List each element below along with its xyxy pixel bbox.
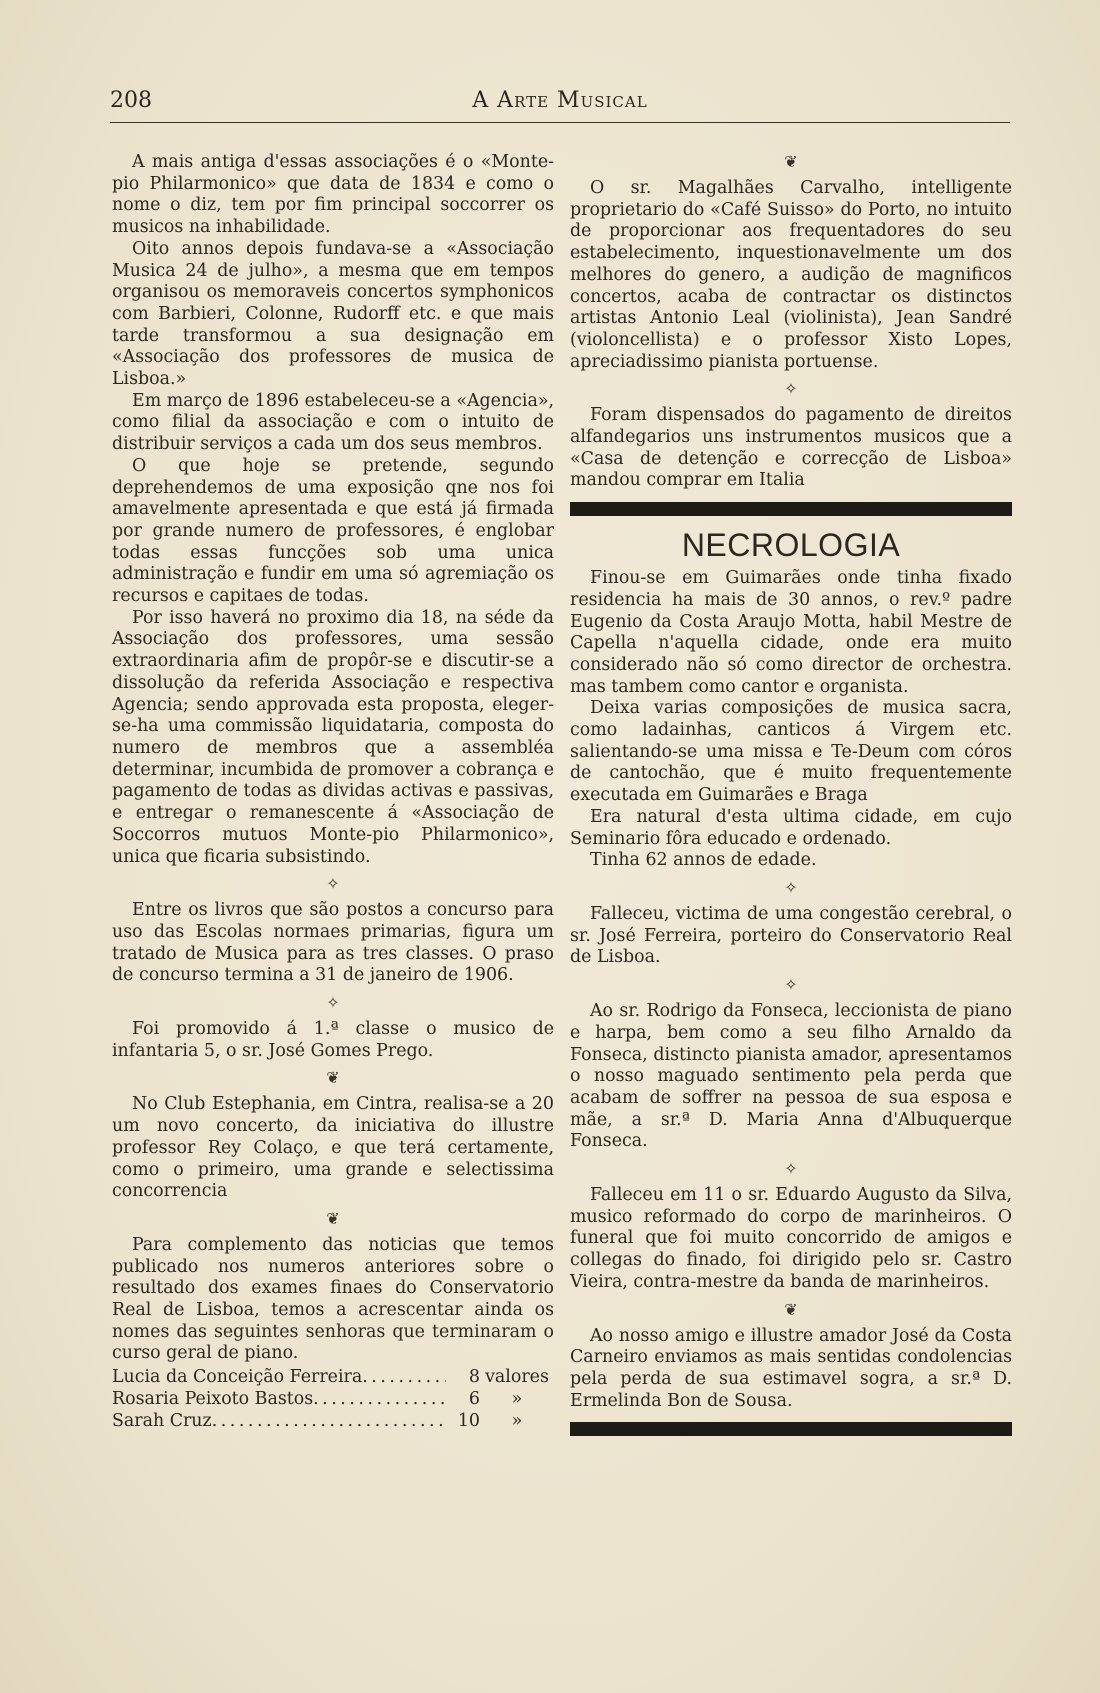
page-header	[110, 88, 1010, 122]
student-score: 8	[468, 1367, 480, 1388]
student-name: Lucia da Conceição Ferreira	[112, 1367, 363, 1388]
ornament-icon: ✧	[784, 379, 798, 399]
student-score: 10	[457, 1410, 480, 1431]
results-list	[112, 1367, 554, 1432]
paragraph-edade: Tinha 62 annos de edade.	[590, 850, 817, 871]
score-unit: valores	[485, 1367, 549, 1388]
student-name: Sarah Cruz	[112, 1410, 212, 1431]
page-number: 208	[110, 88, 152, 113]
paragraph-agencia: Em março de 1896 estabeleceu-se a «Agencia», como filial da associação e com o intuito de distribuir serviços a cada um dos seus membros.	[112, 390, 554, 455]
ornament-icon: ✧	[784, 975, 798, 995]
paragraph-costa-carneiro: Ao nosso amigo e illustre amador José da Costa Carneiro enviamos as mais sentidas condolencias pela perda de sua estimavel sogra, a sr.ª D. Ermelinda Bon de Sousa.	[570, 1325, 1012, 1411]
paragraph-club-estephania: No Club Estephania, em Cintra, realisa-se a 20 um novo concerto, da iniciativa do illustre professor Rey Colaço, e que terá certamente, como o primeiro, uma grande e selectissima concorrencia	[112, 1094, 554, 1202]
ornament-icon: ❦	[326, 1208, 340, 1228]
leader-dots	[212, 1411, 446, 1433]
paragraph-sessao: Por isso haverá no proximo dia 18, na séde da Associação dos professores, uma sessão extraordinaria afim de propôr-se e discutir-se a dissolução da referida Associação e respectiva Agencia; sendo approvada esta proposta, eleger-se-ha uma commissão liquidataria, composta do numero de membros que a assembléa determinar, incumbida de promover a cobrança e pagamento de todas as dividas activas e passivas, e entregar o remanescente á «Associação de Soccorros mutuos Monte-pio Philarmonico», unica que ficaria subsistindo.	[112, 607, 554, 867]
paragraph-monte-pio: A mais antiga d'essas associações é o «Monte-pio Philarmonico» que data de 1834 e como o nome o diz, tem por fim principal soccorrer os musicos na inhabilidade.	[112, 152, 554, 238]
paragraph-associacao: Oito annos depois fundava-se a «Associação Musica 24 de julho», a mesma que em tempos organisou os memoraveis concertos symphonicos com Barbieri, Colonne, Rudorff etc. e que mais tarde transformou a sua designação em «Associação dos professores de musica de Lisboa.»	[112, 238, 554, 390]
list-item	[112, 1411, 554, 1433]
paragraph-livros: Entre os livros que são postos a concurso para uso das Escolas normaes primarias, figura um tratado de Musica para as tres classes. O praso de concurso termina a 31 de janeiro de 1906.	[112, 900, 554, 986]
score-unit: »	[511, 1388, 523, 1409]
paragraph-cafe-suisso: O sr. Magalhães Carvalho, intelligente proprietario do «Café Suisso» do Porto, no intuito de proporcionar aos frequentadores do seu estabelecimento, inquestionavelmente um dos melhores do genero, a audição de magnificos concertos, acaba de contractar os distinctos artistas Antonio Leal (violinista), Jean Sandré (violoncellista) e o professor Xisto Lopes, apreciadissimo pianista portuense.	[570, 178, 1012, 372]
section-title-necrologia: NECROLOGIA	[681, 527, 901, 564]
running-title: A Arte Musical	[472, 88, 648, 113]
list-item	[112, 1389, 554, 1411]
paragraph-finou-se: Finou-se em Guimarães onde tinha fixado residencia ha mais de 30 annos, o rev.º padre Eugenio da Costa Araujo Motta, habil Mestre de Capella n'aquella cidade, onde era muito considerado não só como director de orchestra. mas tambem como cantor e organista.	[570, 568, 1012, 697]
ornament-icon: ✧	[326, 874, 340, 894]
paragraph-instrumentos: Foram dispensados do pagamento de direitos alfandegarios uns instrumentos musicos que a «Casa de detenção e correcção de Lisboa» mandou comprar em Italia	[570, 405, 1012, 491]
section-divider	[570, 502, 1012, 516]
ornament-icon: ✧	[784, 1159, 798, 1179]
student-score: 6	[468, 1388, 480, 1409]
paragraph-jose-ferreira: Falleceu, victima de uma congestão cerebral, o sr. José Ferreira, porteiro do Conservatorio Real de Lisboa.	[570, 903, 1012, 968]
right-column	[570, 152, 1012, 1446]
paragraph-rodrigo-fonseca: Ao sr. Rodrigo da Fonseca, leccionista de piano e harpa, bem como a seu filho Arnaldo da Fonseca, distincto pianista amador, apresentamos o nosso maguado sentimento pela perda que acabam de soffrer na pessoa de sua esposa e mãe, a sr.ª D. Maria Anna d'Albuquerque Fonseca.	[570, 1001, 1012, 1152]
ornament-icon: ✧	[784, 877, 798, 897]
ornament-icon: ❦	[784, 1299, 798, 1319]
leader-dots	[313, 1389, 446, 1411]
ornament-icon: ✧	[326, 993, 340, 1013]
left-column	[112, 152, 554, 1432]
paragraph-exames: Para complemento das noticias que temos publicado nos numeros anteriores sobre o resultado dos exames finaes do Conservatorio Real de Lisboa, temos a acrescentar ainda os nomes das seguintes senhoras que terminaram o curso geral de piano.	[112, 1234, 554, 1364]
section-divider	[570, 1422, 1012, 1436]
leader-dots	[362, 1367, 446, 1389]
header-rule	[110, 122, 1010, 123]
list-item	[112, 1367, 554, 1389]
score-unit: »	[511, 1410, 523, 1431]
paragraph-eduardo-silva: Falleceu em 11 o sr. Eduardo Augusto da Silva, musico reformado do corpo de marinheiros. O funeral que foi muito concorrido de amigos e collegas do finado, foi dirigido pelo sr. Castro Vieira, contra-mestre da banda de marinheiros.	[570, 1185, 1012, 1292]
student-name: Rosaria Peixoto Bastos	[112, 1388, 314, 1409]
ornament-icon: ❦	[326, 1068, 340, 1088]
paragraph-exposicao: O que hoje se pretende, segundo deprehendemos de uma exposição qne nos foi amavelmente apresentada e que está já firmada por grande numero de professores, é englobar todas essas funcções sob uma unica administração e fundir em uma só agremiação os recursos e capitaes de todas.	[112, 455, 554, 607]
paragraph-natural: Era natural d'esta ultima cidade, em cujo Seminario fôra educado e ordenado.	[570, 806, 1012, 849]
paragraph-promovido: Foi promovido á 1.ª classe o musico de infantaria 5, o sr. José Gomes Prego.	[112, 1019, 554, 1061]
paragraph-composicoes: Deixa varias composições de musica sacra, como ladainhas, canticos á Virgem etc. salientando-se uma missa e Te-Deum com córos de cantochão, que é muito frequentemente executada em Guimarães e Braga	[570, 698, 1012, 806]
ornament-icon: ❦	[784, 152, 798, 171]
